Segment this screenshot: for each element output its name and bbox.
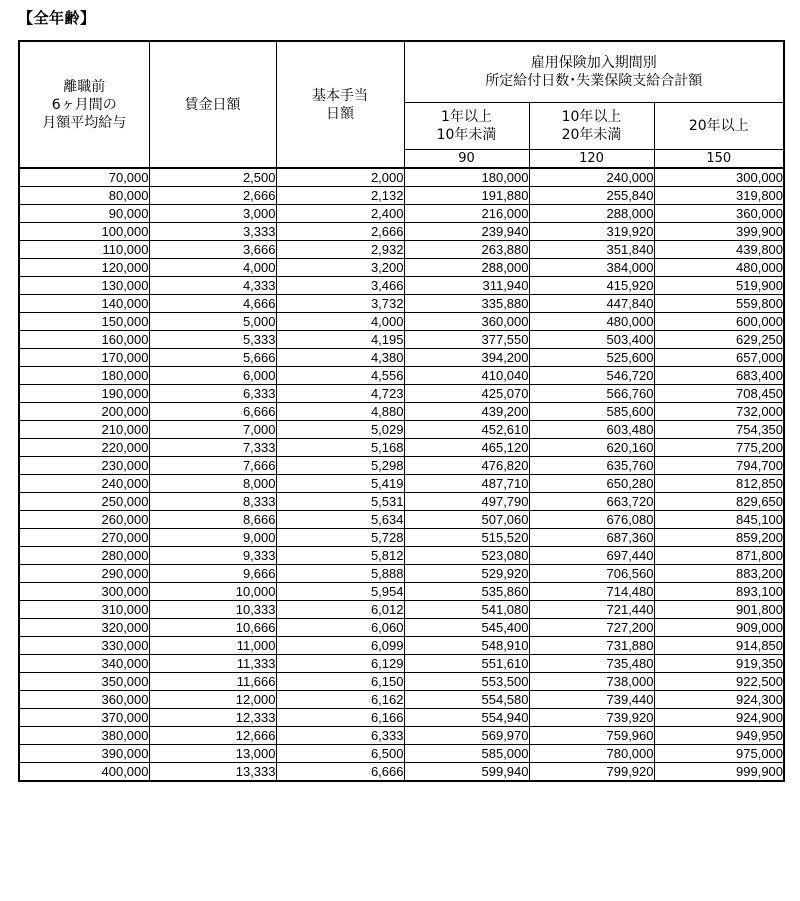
cell-total-120-days: 351,840 <box>529 241 654 259</box>
cell-basic-allowance: 6,500 <box>276 745 404 763</box>
cell-daily-wage: 11,000 <box>149 637 276 655</box>
table-row <box>19 637 784 655</box>
cell-total-90-days: 360,000 <box>404 313 529 331</box>
cell-basic-allowance: 5,812 <box>276 547 404 565</box>
cell-total-120-days: 738,000 <box>529 673 654 691</box>
cell-total-150-days: 519,900 <box>654 277 784 295</box>
cell-basic-allowance: 5,888 <box>276 565 404 583</box>
table-row <box>19 547 784 565</box>
cell-monthly-salary: 230,000 <box>19 457 149 475</box>
table-row <box>19 511 784 529</box>
table-row <box>19 691 784 709</box>
cell-total-90-days: 377,550 <box>404 331 529 349</box>
cell-monthly-salary: 270,000 <box>19 529 149 547</box>
cell-monthly-salary: 290,000 <box>19 565 149 583</box>
cell-total-150-days: 999,900 <box>654 763 784 782</box>
cell-daily-wage: 7,333 <box>149 439 276 457</box>
cell-total-120-days: 687,360 <box>529 529 654 547</box>
cell-total-120-days: 319,920 <box>529 223 654 241</box>
cell-monthly-salary: 340,000 <box>19 655 149 673</box>
cell-basic-allowance: 5,029 <box>276 421 404 439</box>
cell-total-150-days: 871,800 <box>654 547 784 565</box>
table-body <box>19 168 784 781</box>
cell-daily-wage: 10,333 <box>149 601 276 619</box>
cell-monthly-salary: 140,000 <box>19 295 149 313</box>
cell-total-90-days: 554,940 <box>404 709 529 727</box>
table-row <box>19 205 784 223</box>
cell-total-90-days: 487,710 <box>404 475 529 493</box>
cell-total-120-days: 706,560 <box>529 565 654 583</box>
cell-monthly-salary: 380,000 <box>19 727 149 745</box>
table-row <box>19 331 784 349</box>
cell-monthly-salary: 90,000 <box>19 205 149 223</box>
cell-basic-allowance: 5,531 <box>276 493 404 511</box>
cell-daily-wage: 4,666 <box>149 295 276 313</box>
cell-monthly-salary: 190,000 <box>19 385 149 403</box>
cell-total-90-days: 554,580 <box>404 691 529 709</box>
cell-total-90-days: 239,940 <box>404 223 529 241</box>
cell-total-90-days: 535,860 <box>404 583 529 601</box>
cell-monthly-salary: 280,000 <box>19 547 149 565</box>
cell-total-150-days: 600,000 <box>654 313 784 331</box>
cell-total-90-days: 311,940 <box>404 277 529 295</box>
cell-monthly-salary: 120,000 <box>19 259 149 277</box>
cell-monthly-salary: 370,000 <box>19 709 149 727</box>
cell-total-150-days: 924,300 <box>654 691 784 709</box>
header-insurance-period-group: 雇用保険加入期間別 所定給付日数･失業保険支給合計額 <box>404 41 784 103</box>
cell-total-150-days: 949,950 <box>654 727 784 745</box>
cell-total-120-days: 780,000 <box>529 745 654 763</box>
cell-basic-allowance: 2,932 <box>276 241 404 259</box>
table-row <box>19 439 784 457</box>
header-days-90: 90 <box>404 150 529 169</box>
cell-basic-allowance: 2,132 <box>276 187 404 205</box>
table-row <box>19 565 784 583</box>
cell-total-90-days: 180,000 <box>404 168 529 187</box>
table-header <box>19 41 784 168</box>
cell-total-150-days: 754,350 <box>654 421 784 439</box>
cell-total-150-days: 919,350 <box>654 655 784 673</box>
cell-basic-allowance: 6,150 <box>276 673 404 691</box>
cell-total-90-days: 569,970 <box>404 727 529 745</box>
cell-total-150-days: 708,450 <box>654 385 784 403</box>
cell-total-90-days: 288,000 <box>404 259 529 277</box>
cell-total-150-days: 829,650 <box>654 493 784 511</box>
cell-total-120-days: 415,920 <box>529 277 654 295</box>
cell-total-150-days: 732,000 <box>654 403 784 421</box>
cell-total-120-days: 727,200 <box>529 619 654 637</box>
cell-basic-allowance: 6,166 <box>276 709 404 727</box>
cell-monthly-salary: 200,000 <box>19 403 149 421</box>
table-row <box>19 529 784 547</box>
cell-total-120-days: 603,480 <box>529 421 654 439</box>
benefit-table <box>18 40 785 782</box>
cell-basic-allowance: 5,298 <box>276 457 404 475</box>
cell-total-120-days: 731,880 <box>529 637 654 655</box>
table-row <box>19 745 784 763</box>
cell-total-90-days: 585,000 <box>404 745 529 763</box>
cell-total-90-days: 335,880 <box>404 295 529 313</box>
cell-basic-allowance: 6,060 <box>276 619 404 637</box>
cell-total-90-days: 553,500 <box>404 673 529 691</box>
cell-total-150-days: 439,800 <box>654 241 784 259</box>
cell-daily-wage: 5,333 <box>149 331 276 349</box>
cell-total-90-days: 545,400 <box>404 619 529 637</box>
cell-daily-wage: 6,666 <box>149 403 276 421</box>
cell-total-90-days: 394,200 <box>404 349 529 367</box>
header-period-20-plus-years: 20年以上 <box>654 103 784 150</box>
header-period-10-20-years: 10年以上 20年未満 <box>529 103 654 150</box>
cell-total-90-days: 497,790 <box>404 493 529 511</box>
table-row <box>19 709 784 727</box>
cell-total-120-days: 635,760 <box>529 457 654 475</box>
cell-basic-allowance: 4,880 <box>276 403 404 421</box>
cell-daily-wage: 12,000 <box>149 691 276 709</box>
cell-total-120-days: 735,480 <box>529 655 654 673</box>
table-row <box>19 493 784 511</box>
cell-total-150-days: 914,850 <box>654 637 784 655</box>
cell-total-90-days: 548,910 <box>404 637 529 655</box>
cell-total-150-days: 901,800 <box>654 601 784 619</box>
cell-basic-allowance: 6,162 <box>276 691 404 709</box>
table-row <box>19 403 784 421</box>
cell-total-150-days: 859,200 <box>654 529 784 547</box>
header-days-150: 150 <box>654 150 784 169</box>
cell-basic-allowance: 2,666 <box>276 223 404 241</box>
header-monthly-average-salary: 離職前 6ヶ月間の 月額平均給与 <box>19 41 149 168</box>
cell-monthly-salary: 210,000 <box>19 421 149 439</box>
cell-total-150-days: 812,850 <box>654 475 784 493</box>
cell-monthly-salary: 240,000 <box>19 475 149 493</box>
cell-total-90-days: 515,520 <box>404 529 529 547</box>
table-row <box>19 313 784 331</box>
cell-total-90-days: 507,060 <box>404 511 529 529</box>
table-row <box>19 619 784 637</box>
cell-monthly-salary: 310,000 <box>19 601 149 619</box>
cell-basic-allowance: 5,168 <box>276 439 404 457</box>
cell-monthly-salary: 170,000 <box>19 349 149 367</box>
cell-daily-wage: 3,666 <box>149 241 276 259</box>
cell-daily-wage: 5,000 <box>149 313 276 331</box>
table-row <box>19 367 784 385</box>
cell-total-150-days: 975,000 <box>654 745 784 763</box>
table-row <box>19 763 784 782</box>
cell-total-150-days: 480,000 <box>654 259 784 277</box>
table-row <box>19 601 784 619</box>
cell-total-150-days: 399,900 <box>654 223 784 241</box>
cell-total-120-days: 697,440 <box>529 547 654 565</box>
cell-basic-allowance: 4,000 <box>276 313 404 331</box>
cell-basic-allowance: 5,954 <box>276 583 404 601</box>
cell-total-90-days: 541,080 <box>404 601 529 619</box>
cell-daily-wage: 6,333 <box>149 385 276 403</box>
cell-daily-wage: 13,333 <box>149 763 276 782</box>
cell-daily-wage: 8,333 <box>149 493 276 511</box>
cell-total-90-days: 465,120 <box>404 439 529 457</box>
header-period-1-10-years: 1年以上 10年未満 <box>404 103 529 150</box>
cell-monthly-salary: 250,000 <box>19 493 149 511</box>
cell-total-120-days: 721,440 <box>529 601 654 619</box>
cell-total-90-days: 263,880 <box>404 241 529 259</box>
table-row <box>19 475 784 493</box>
cell-monthly-salary: 300,000 <box>19 583 149 601</box>
cell-basic-allowance: 6,129 <box>276 655 404 673</box>
cell-total-120-days: 525,600 <box>529 349 654 367</box>
cell-monthly-salary: 80,000 <box>19 187 149 205</box>
cell-monthly-salary: 220,000 <box>19 439 149 457</box>
cell-total-120-days: 676,080 <box>529 511 654 529</box>
table-row <box>19 259 784 277</box>
cell-daily-wage: 7,666 <box>149 457 276 475</box>
cell-daily-wage: 13,000 <box>149 745 276 763</box>
cell-total-90-days: 476,820 <box>404 457 529 475</box>
cell-total-150-days: 922,500 <box>654 673 784 691</box>
cell-daily-wage: 3,000 <box>149 205 276 223</box>
table-row <box>19 277 784 295</box>
table-row <box>19 421 784 439</box>
cell-basic-allowance: 6,012 <box>276 601 404 619</box>
cell-monthly-salary: 150,000 <box>19 313 149 331</box>
table-row <box>19 583 784 601</box>
cell-total-120-days: 566,760 <box>529 385 654 403</box>
cell-total-120-days: 620,160 <box>529 439 654 457</box>
cell-total-90-days: 191,880 <box>404 187 529 205</box>
cell-total-90-days: 439,200 <box>404 403 529 421</box>
cell-total-90-days: 551,610 <box>404 655 529 673</box>
cell-total-150-days: 657,000 <box>654 349 784 367</box>
cell-total-150-days: 629,250 <box>654 331 784 349</box>
cell-basic-allowance: 5,634 <box>276 511 404 529</box>
cell-basic-allowance: 4,723 <box>276 385 404 403</box>
cell-total-90-days: 216,000 <box>404 205 529 223</box>
cell-monthly-salary: 130,000 <box>19 277 149 295</box>
cell-daily-wage: 7,000 <box>149 421 276 439</box>
cell-monthly-salary: 180,000 <box>19 367 149 385</box>
cell-monthly-salary: 100,000 <box>19 223 149 241</box>
header-daily-wage: 賃金日額 <box>149 41 276 168</box>
cell-daily-wage: 11,333 <box>149 655 276 673</box>
cell-monthly-salary: 400,000 <box>19 763 149 782</box>
cell-basic-allowance: 4,556 <box>276 367 404 385</box>
cell-daily-wage: 9,000 <box>149 529 276 547</box>
cell-total-120-days: 546,720 <box>529 367 654 385</box>
table-row <box>19 349 784 367</box>
table-row <box>19 385 784 403</box>
cell-total-150-days: 775,200 <box>654 439 784 457</box>
cell-basic-allowance: 2,000 <box>276 168 404 187</box>
header-basic-allowance-daily: 基本手当 日額 <box>276 41 404 168</box>
cell-total-150-days: 845,100 <box>654 511 784 529</box>
cell-total-120-days: 255,840 <box>529 187 654 205</box>
table-row <box>19 295 784 313</box>
cell-total-120-days: 663,720 <box>529 493 654 511</box>
cell-daily-wage: 10,666 <box>149 619 276 637</box>
cell-total-90-days: 410,040 <box>404 367 529 385</box>
cell-total-150-days: 794,700 <box>654 457 784 475</box>
cell-total-150-days: 909,000 <box>654 619 784 637</box>
cell-total-120-days: 759,960 <box>529 727 654 745</box>
table-row <box>19 187 784 205</box>
cell-basic-allowance: 4,380 <box>276 349 404 367</box>
cell-total-150-days: 683,400 <box>654 367 784 385</box>
cell-daily-wage: 3,333 <box>149 223 276 241</box>
cell-monthly-salary: 330,000 <box>19 637 149 655</box>
cell-monthly-salary: 160,000 <box>19 331 149 349</box>
cell-total-120-days: 650,280 <box>529 475 654 493</box>
cell-total-120-days: 503,400 <box>529 331 654 349</box>
table-row <box>19 655 784 673</box>
cell-monthly-salary: 110,000 <box>19 241 149 259</box>
table-caption: 【全年齢】 <box>18 9 96 27</box>
cell-basic-allowance: 3,732 <box>276 295 404 313</box>
cell-daily-wage: 5,666 <box>149 349 276 367</box>
cell-daily-wage: 12,666 <box>149 727 276 745</box>
table-row <box>19 241 784 259</box>
cell-daily-wage: 4,333 <box>149 277 276 295</box>
cell-monthly-salary: 260,000 <box>19 511 149 529</box>
cell-monthly-salary: 360,000 <box>19 691 149 709</box>
cell-total-120-days: 714,480 <box>529 583 654 601</box>
cell-daily-wage: 10,000 <box>149 583 276 601</box>
cell-basic-allowance: 4,195 <box>276 331 404 349</box>
cell-total-120-days: 288,000 <box>529 205 654 223</box>
cell-monthly-salary: 70,000 <box>19 168 149 187</box>
cell-total-150-days: 300,000 <box>654 168 784 187</box>
cell-total-90-days: 529,920 <box>404 565 529 583</box>
cell-total-150-days: 883,200 <box>654 565 784 583</box>
cell-total-120-days: 799,920 <box>529 763 654 782</box>
cell-daily-wage: 2,500 <box>149 168 276 187</box>
cell-basic-allowance: 6,099 <box>276 637 404 655</box>
cell-daily-wage: 8,666 <box>149 511 276 529</box>
cell-basic-allowance: 3,200 <box>276 259 404 277</box>
cell-daily-wage: 4,000 <box>149 259 276 277</box>
header-days-120: 120 <box>529 150 654 169</box>
cell-total-90-days: 599,940 <box>404 763 529 782</box>
cell-total-90-days: 452,610 <box>404 421 529 439</box>
cell-monthly-salary: 350,000 <box>19 673 149 691</box>
cell-daily-wage: 6,000 <box>149 367 276 385</box>
cell-total-150-days: 360,000 <box>654 205 784 223</box>
cell-daily-wage: 2,666 <box>149 187 276 205</box>
cell-total-120-days: 447,840 <box>529 295 654 313</box>
cell-total-120-days: 739,440 <box>529 691 654 709</box>
cell-total-150-days: 559,800 <box>654 295 784 313</box>
cell-basic-allowance: 6,333 <box>276 727 404 745</box>
cell-daily-wage: 9,333 <box>149 547 276 565</box>
cell-daily-wage: 12,333 <box>149 709 276 727</box>
table-row <box>19 727 784 745</box>
cell-total-150-days: 893,100 <box>654 583 784 601</box>
cell-monthly-salary: 320,000 <box>19 619 149 637</box>
cell-monthly-salary: 390,000 <box>19 745 149 763</box>
cell-total-90-days: 425,070 <box>404 385 529 403</box>
cell-total-150-days: 319,800 <box>654 187 784 205</box>
table-row <box>19 223 784 241</box>
cell-total-120-days: 585,600 <box>529 403 654 421</box>
cell-total-90-days: 523,080 <box>404 547 529 565</box>
cell-total-120-days: 384,000 <box>529 259 654 277</box>
cell-daily-wage: 11,666 <box>149 673 276 691</box>
cell-basic-allowance: 2,400 <box>276 205 404 223</box>
table-row <box>19 457 784 475</box>
cell-total-150-days: 924,900 <box>654 709 784 727</box>
cell-total-120-days: 739,920 <box>529 709 654 727</box>
cell-basic-allowance: 5,419 <box>276 475 404 493</box>
cell-daily-wage: 9,666 <box>149 565 276 583</box>
cell-total-120-days: 480,000 <box>529 313 654 331</box>
table-row <box>19 673 784 691</box>
cell-basic-allowance: 5,728 <box>276 529 404 547</box>
table-row <box>19 168 784 187</box>
cell-total-120-days: 240,000 <box>529 168 654 187</box>
cell-basic-allowance: 3,466 <box>276 277 404 295</box>
cell-basic-allowance: 6,666 <box>276 763 404 782</box>
cell-daily-wage: 8,000 <box>149 475 276 493</box>
